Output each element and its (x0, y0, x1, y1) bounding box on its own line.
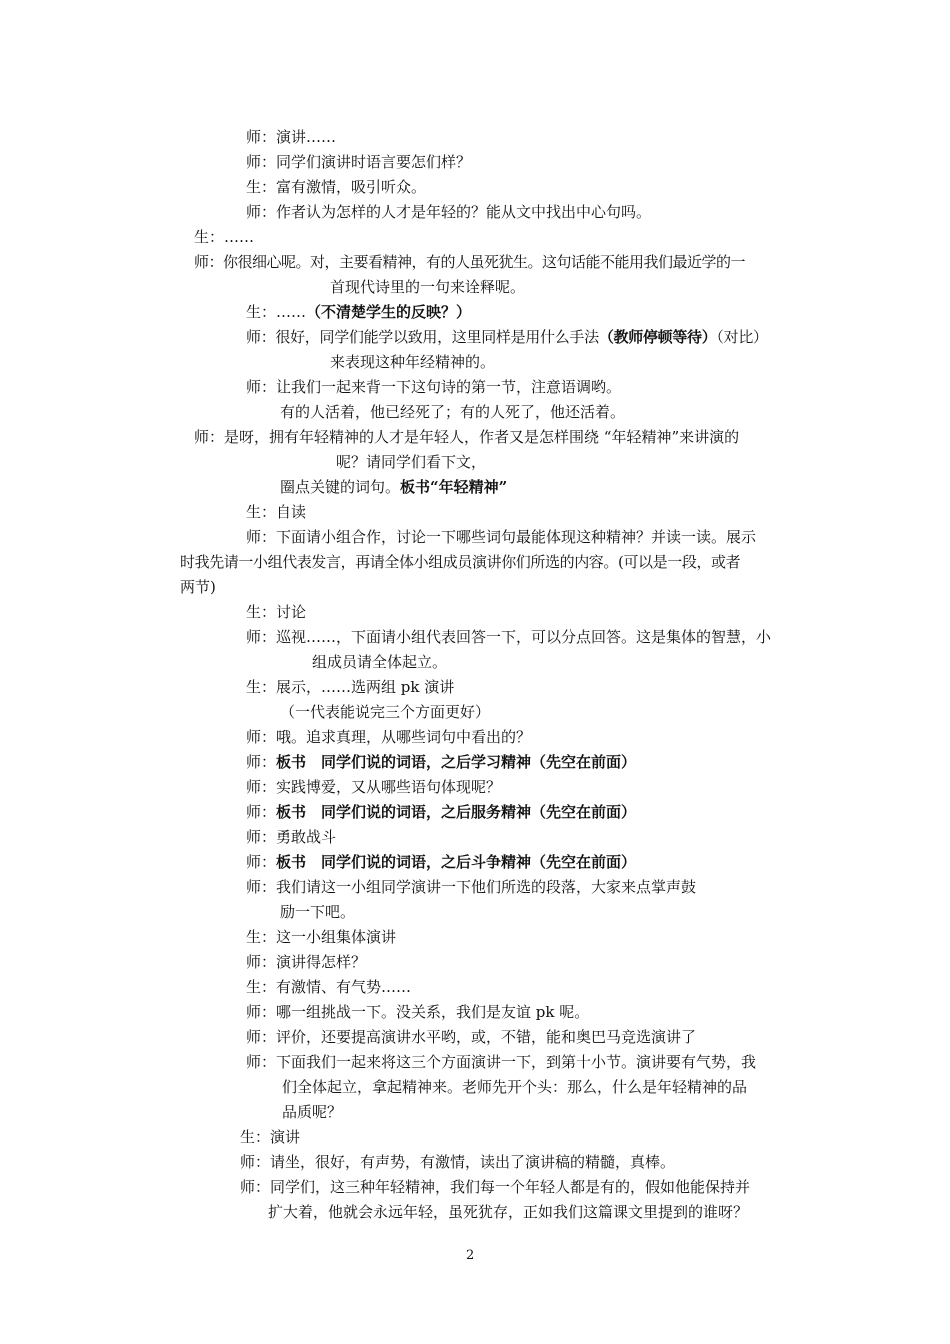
text-line: 来表现这种年经精神的。 (330, 353, 496, 371)
text-line (246, 752, 636, 772)
text-line: 师：作者认为怎样的人才是年轻的？能从文中找出中心句吗。 (246, 203, 652, 221)
text-line (246, 302, 471, 322)
text-line: 呢？请同学们看下文， (336, 453, 487, 471)
text-line: 生：有激情、有气势…… (246, 978, 412, 996)
text-line: 生：富有激情，吸引听众。 (246, 178, 427, 196)
board-note: 板书 同学们说的词语，之后服务精神（先空在前面） (276, 803, 637, 821)
text-line: 师：演讲…… (246, 128, 337, 146)
text-line: 生：…… (194, 228, 255, 246)
text-line: 励一下吧。 (280, 903, 356, 921)
text-line: 们全体起立，拿起精神来。老师先开个头：那么，什么是年轻精神的品 (282, 1078, 748, 1096)
speaker-text: 圈点关键的词句。 (280, 478, 401, 496)
speaker-text: 师： (246, 803, 277, 821)
text-line: 师：同学们，这三种年轻精神，我们每一个年轻人都是有的，假如他能保持并 (240, 1178, 751, 1196)
text-line: 师：让我们一起来背一下这句诗的第一节，注意语调哟。 (246, 378, 622, 396)
speaker-text: 师： (246, 853, 277, 871)
text-line: 师：下面我们一起来将这三个方面演讲一下，到第十小节。演讲要有气势，我 (246, 1053, 757, 1071)
text-line: 师：演讲得怎样？ (246, 953, 367, 971)
text-line: 品质呢？ (282, 1103, 343, 1121)
text-line (280, 477, 507, 497)
page-number: 2 (466, 1248, 475, 1263)
bold-note: （教师停顿等待） (598, 328, 717, 346)
text-line: 扩大着，他就会永远年轻，虽死犹存，正如我们这篇课文里提到的谁呀？ (268, 1203, 749, 1221)
text-line: 师：评价，还要提高演讲水平哟，或，不错，能和奥巴马竞选演讲了 (246, 1028, 697, 1046)
text-line: 师：巡视……，下面请小组代表回答一下，可以分点回答。这是集体的智慧，小 (246, 628, 772, 646)
text-line (246, 327, 768, 347)
speaker-text: 师： (246, 753, 277, 771)
text-line: 生：这一小组集体演讲 (246, 928, 397, 946)
text-line: 生：演讲 (240, 1128, 301, 1146)
text-line (246, 852, 636, 872)
speaker-text: （对比） (716, 328, 768, 346)
text-line: 生：讨论 (246, 603, 307, 621)
speaker-text: 生：…… (246, 303, 307, 321)
text-line: 师：哦。追求真理，从哪些词句中看出的？ (246, 728, 532, 746)
text-line: 师：实践博爱，又从哪些语句体现呢？ (246, 778, 502, 796)
text-line: 两节) (180, 578, 216, 596)
text-line: 时我先请一小组代表发言，再请全体小组成员演讲你们所选的内容。(可以是一段，或者 (180, 553, 741, 571)
board-note: 板书“年轻精神” (400, 478, 508, 496)
bold-note: （不清楚学生的反映？） (306, 303, 472, 321)
board-note: 板书 同学们说的词语，之后斗争精神（先空在前面） (276, 853, 637, 871)
text-line: 师：勇敢战斗 (246, 828, 337, 846)
text-line: 生：展示，……选两组 pk 演讲 (246, 678, 455, 696)
text-line: 师：我们请这一小组同学演讲一下他们所选的段落，大家来点掌声鼓 (246, 878, 697, 896)
text-line: 生：自读 (246, 503, 307, 521)
text-line: 师：请坐，很好，有声势，有激情，读出了演讲稿的精髓，真棒。 (240, 1153, 676, 1171)
text-line (246, 802, 636, 822)
poem-line: 有的人活着，他已经死了；有的人死了，他还活着。 (280, 403, 626, 421)
text-line: （一代表能说完三个方面更好） (280, 703, 491, 721)
text-line: 师：下面请小组合作，讨论一下哪些词句最能体现这种精神？并读一读。展示 (246, 528, 757, 546)
text-line: 师：同学们演讲时语言要怎们样？ (246, 153, 472, 171)
speaker-text: 师：很好，同学们能学以致用，这里同样是用什么手法 (246, 328, 599, 346)
text-line: 师：哪一组挑战一下。没关系，我们是友谊 pk 呢。 (246, 1003, 590, 1021)
text-line: 首现代诗里的一句来诠释呢。 (330, 278, 526, 296)
text-line: 师：是呀，拥有年轻精神的人才是年轻人，作者又是怎样围绕 “年轻精神”来讲演的 (194, 428, 740, 446)
text-line: 组成员请全体起立。 (312, 653, 448, 671)
board-note: 板书 同学们说的词语，之后学习精神（先空在前面） (276, 753, 637, 771)
text-line: 师：你很细心呢。对，主要看精神，有的人虽死犹生。这句话能不能用我们最近学的一 (194, 253, 746, 271)
